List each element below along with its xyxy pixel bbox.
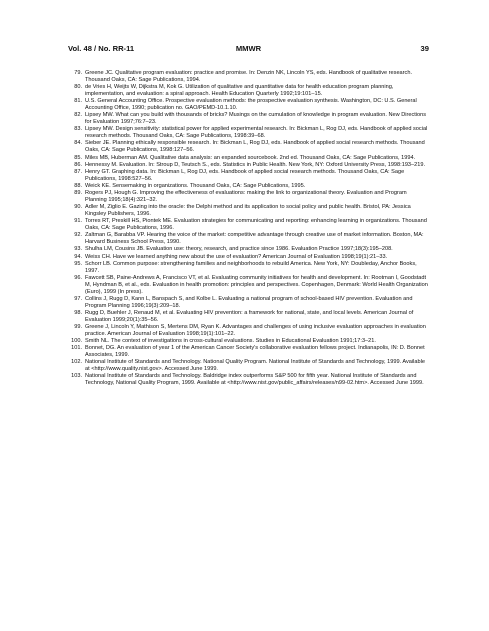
reference-item <box>68 204 429 218</box>
reference-item <box>68 126 429 140</box>
reference-number: 91. <box>74 218 82 225</box>
reference-text: Schorr LB. Common purpose: strengthening families and neighborhoods to rebuild America. New York, NY: Doubleday, Anchor Books, 1997. <box>85 260 417 274</box>
reference-item <box>68 190 429 204</box>
reference-text: Lipsey MW. Design sensitivity: statistical power for applied experimental research. In: Bickman L, Rog DJ, eds. Handbook of applied social research methods. Thousand Oaks, CA: Sage Publications, 1998:39–68. <box>85 126 428 140</box>
reference-item <box>68 373 429 387</box>
reference-item <box>68 155 429 162</box>
reference-text: National Institute of Standards and Technology. Baldridge index outperforms S&P 500 for fifth year. National Institute of Standards and Technology, National Quality Program, 1999. Available at <http://www.nist.gov/public_affairs/releases/n99-02.htm>. Accessed June 1999. <box>85 373 424 387</box>
reference-text: Greene J, Lincoln Y, Mathison S, Mertens DM, Ryan K. Advantages and challenges of using inclusive evaluation approaches in evaluation practice. American Journal of Evaluation 1998;19(1):101–22. <box>85 324 426 338</box>
reference-text: Adler M, Ziglio E. Gazing into the oracle: the Delphi method and its application to social policy and public health. Bristol, PA: Jessica Kingsley Publishers, 1996. <box>85 204 411 218</box>
reference-number: 83. <box>74 126 82 133</box>
reference-item <box>68 246 429 253</box>
reference-text: Miles MB, Huberman AM. Qualitative data analysis: an expanded sourcebook. 2nd ed. Thousand Oaks, CA: Sage Publications, 1994. <box>85 154 416 161</box>
reference-number: 98. <box>74 309 82 316</box>
reference-item <box>68 98 429 112</box>
reference-item <box>68 261 429 275</box>
reference-text: National Institute of Standards and Technology. National Quality Program. National Institute of Standards and Technology, 1999. Available at <http://www.quality.nist.gov>. Accessed June 1999. <box>85 359 425 373</box>
journal-name: MMWR <box>235 44 262 53</box>
reference-text: Weick KE. Sensemaking in organizations. Thousand Oaks, CA: Sage Publications, 1995. <box>85 182 306 189</box>
reference-item <box>68 183 429 190</box>
reference-text: U.S. General Accounting Office. Prospective evaluation methods: the prospective evaluation synthesis. Washington, DC: U.S. General Accounting Office, 1990; publication no. GAO/PEMD-10.1.10. <box>85 98 417 112</box>
reference-item <box>68 84 429 98</box>
reference-number: 97. <box>74 295 82 302</box>
reference-item <box>68 275 429 296</box>
reference-item <box>68 112 429 126</box>
reference-text: Henry GT. Graphing data. In: Bickman L, Rog DJ, eds. Handbook of applied social research methods. Thousand Oaks, CA: Sage Publications, 1998:527–56. <box>85 168 405 182</box>
reference-item <box>68 345 429 359</box>
reference-number: 81. <box>74 98 82 105</box>
reference-number: 103. <box>71 373 82 380</box>
reference-number: 95. <box>74 260 82 267</box>
reference-text: Hennessy M. Evaluation. In: Stroup D, Teutsch S., eds. Statistics in Public Health. New York, NY: Oxford University Press, 1998:193–219. <box>85 161 426 168</box>
reference-text: Fawcett SB, Paine-Andrews A, Francisco VT, et al. Evaluating community initiatives for health and development. In: Rootman I, Goodstadt M, Hyndman B, et al., eds. Evaluation in health promotion: principles and perspectives. Copenhagen, Denmark: World Health Organization (Euro), 1999 (In press). <box>85 274 428 295</box>
reference-number: 90. <box>74 204 82 211</box>
reference-text: Lipsey MW. What can you build with thousands of bricks? Musings on the cumulation of knowledge in program evaluation. New Directions for Evaluation 1997;76:7–23. <box>85 112 427 126</box>
reference-item <box>68 162 429 169</box>
reference-number: 100. <box>71 338 82 345</box>
reference-text: de Vries H, Weijts W, Dijkstra M, Kok G. Utilization of qualitative and quantitative data for health education program planning, implementation, and evaluation: a spiral approach. Health Education Quarterly 1992;19:101–15. <box>85 84 394 98</box>
reference-number: 79. <box>74 70 82 76</box>
reference-item <box>68 359 429 373</box>
reference-number: 85. <box>74 154 82 161</box>
reference-number: 102. <box>71 359 82 366</box>
reference-item <box>68 310 429 324</box>
reference-text: Smith NL. The context of investigations in cross-cultural evaluations. Studies in Educational Evaluation 1991;17:3–21. <box>85 338 376 345</box>
reference-text: Zaltman G, Barabba VP. Hearing the voice of the market: competitive advantage through creative use of market information. Boston, MA: Harvard Business School Press, 1990. <box>85 232 424 246</box>
reference-number: 88. <box>74 182 82 189</box>
reference-number: 86. <box>74 161 82 168</box>
reference-item <box>68 70 429 84</box>
reference-number: 93. <box>74 246 82 253</box>
reference-item <box>68 232 429 246</box>
reference-number: 80. <box>74 84 82 91</box>
reference-item <box>68 324 429 338</box>
reference-text: Bonnet, DG. An evaluation of year 1 of the American Cancer Society's collaborative evaluation fellows project. Indianapolis, IN: D. Bonnet Associates, 1999. <box>85 345 425 359</box>
reference-item <box>68 218 429 232</box>
page-number: 39 <box>420 44 429 53</box>
reference-text: Collins J, Rugg D, Kann L, Banspach S, and Kolbe L. Evaluating a national program of school-based HIV prevention. Evaluation and Program Planning 1996;19(3):209–18. <box>85 295 413 309</box>
reference-item <box>68 140 429 154</box>
reference-text: Shulha LM, Cousins JB. Evaluation use: theory, research, and practice since 1986. Evaluation Practice 1997;18(3):195–208. <box>85 246 393 253</box>
reference-number: 84. <box>74 140 82 147</box>
reference-number: 99. <box>74 324 82 331</box>
reference-item <box>68 169 429 183</box>
volume-issue: Vol. 48 / No. RR-11 <box>68 44 135 53</box>
reference-text: Rogers PJ, Hough G. Improving the effectiveness of evaluations: making the link to organizational theory. Evaluation and Program Planning 1995;18(4):321–32. <box>85 190 407 204</box>
reference-item <box>68 338 429 345</box>
reference-number: 94. <box>74 253 82 260</box>
reference-text: Torres RT, Preskill HS, Piontek ME. Evaluation strategies for communicating and reporting: enhancing learning in organizations. Thousand Oaks, CA: Sage Publications, 1996. <box>85 218 427 232</box>
reference-number: 96. <box>74 274 82 281</box>
reference-number: 101. <box>71 345 82 352</box>
reference-number: 92. <box>74 232 82 239</box>
reference-text: Weiss CH. Have we learned anything new about the use of evaluation? American Journal of Evaluation 1998;19(1):21–33. <box>85 253 388 260</box>
reference-number: 89. <box>74 190 82 197</box>
reference-item <box>68 296 429 310</box>
reference-number: 87. <box>74 168 82 175</box>
reference-list <box>68 70 429 388</box>
reference-text: Greene JC. Qualitative program evaluation: practice and promise. In: Denzin NK, Lincoln YS, eds. Handbook of qualitative research. Thousand Oaks, CA: Sage Publications, 1994. <box>85 70 412 83</box>
reference-number: 82. <box>74 112 82 119</box>
reference-item <box>68 254 429 261</box>
reference-text: Sieber JE. Planning ethically responsible research. In: Bickman L, Rog DJ, eds. Handbook of applied social research methods. Thousand Oaks, CA: Sage Publications, 1998:127–56. <box>85 140 425 154</box>
reference-text: Rugg D, Buehler J, Renaud M, et al. Evaluating HIV prevention: a framework for national, state, and local levels. American Journal of Evaluation 1999;20(1):35–56. <box>85 309 414 323</box>
